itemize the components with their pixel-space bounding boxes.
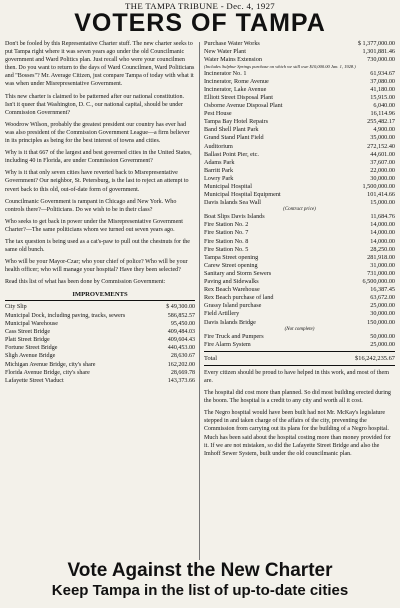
keep-banner: Keep Tampa in the list of up-to-date cities [51, 582, 349, 599]
paragraph: Who seeks to get back in power under the Misrepresentative Government Charter?—The same politicians whom we turned out seven years ago. [5, 218, 183, 233]
cost-amount: 37,607.00 [370, 158, 395, 166]
improvement-amount: 409,484.03 [167, 328, 195, 335]
cost-label: Rex Beach purchase of land [204, 294, 274, 302]
paragraph: This new charter is claimed to be patterned after our national constitution. Isn't it queer that Washington, D. C., our national capital, should be under Commission Government? [5, 93, 184, 116]
cost-amount: 37,080.00 [370, 77, 395, 85]
cost-row [204, 110, 395, 118]
cost-row [204, 213, 395, 221]
cost-row [204, 319, 395, 327]
improvement-label: Municipal Dock, including paving, tracks, sewers [5, 312, 126, 319]
cost-label: Lowry Park [204, 174, 234, 182]
paragraph: Who will be your Mayor-Czar; who your chief of police? Who will be your health officer; who will manage your hospital? Have they been selected? [5, 259, 188, 274]
improvement-row [5, 361, 195, 369]
cost-row [204, 238, 395, 246]
cost-amount: 61,934.67 [370, 69, 395, 77]
cost-label: Davis Islands Sea Wall [204, 199, 261, 207]
improvement-label: Michigan Avenue Bridge, city's share [5, 361, 96, 368]
cost-row [204, 70, 395, 78]
left-paragraphs [5, 40, 195, 286]
improvement-row [5, 312, 195, 320]
paragraph: Why is it that only seven cities have reverted back to Misrepresentative Government? Our neighbor, St. Petersburg, is the last to reject an attempt to revert back to this old, out-of-date form of government. [5, 170, 189, 193]
cost-label: Municipal Hospital [204, 183, 252, 190]
improvement-row [5, 303, 195, 311]
cost-label: Municipal Hospital Equipment [204, 191, 281, 199]
improvement-label: Florida Avenue Bridge, city's share [5, 369, 90, 376]
cost-label: Fire Station No. 7 [204, 229, 249, 237]
cost-label: New Water Plant [204, 48, 247, 56]
paragraph: Why is it that 667 of the largest and best governed cities in the United States, including 40 in Florida, are under Commission Government? [5, 150, 192, 165]
improvement-label: Lafayette Street Viaduct [5, 377, 64, 384]
paragraph: The Negro hospital would have been built had not Mr. McKay's legislature stepped in and taken charge of the affairs of the city, preventing the Commission from carrying out its plans for the building of a Negro hospital. Much has been said about the hospital costing more than money provided for it. If we are not mistaken, so did the Lafayette Street Bridge and also the Imhoff Sewer System, built under the old councilmanic plan. [204, 410, 391, 457]
cost-row [204, 159, 395, 167]
cost-label: Grand Stand Plant Field [204, 134, 264, 142]
cost-amount: 25,000.00 [370, 302, 395, 310]
cost-amount: 272,152.40 [367, 142, 395, 150]
cost-amount: 15,915.00 [370, 93, 395, 101]
paragraph: Woodrow Wilson, probably the greatest president our country has ever had was also president of the Commission Government League—a firm believer in its principles as being for the best interest of towns and cities. [5, 121, 190, 145]
total-label: Total [204, 354, 218, 362]
cost-label: Grassy Island purchase [204, 302, 262, 310]
improvement-row [5, 369, 195, 377]
cost-label: Rex Beach Warehouse [204, 286, 260, 294]
cost-row [204, 134, 395, 142]
cost-label: Tampa Street opening [204, 253, 259, 261]
improvement-amount: 28,669.78 [170, 369, 195, 376]
cost-label: Elliott Street Disposal Plant [204, 93, 273, 101]
cost-label: Fire Truck and Pumpers [204, 332, 264, 340]
improvement-label: Fortune Street Bridge [5, 345, 58, 352]
cost-label: Sanitary and Storm Sewers [204, 269, 272, 277]
improvement-row [5, 377, 195, 385]
total-rule-bottom [204, 365, 395, 366]
improvement-row [5, 344, 195, 352]
cost-label: Boat Slips Davis Islands [204, 213, 265, 221]
cost-row [204, 151, 395, 159]
cost-label: Carew Street opening [204, 261, 258, 269]
cost-label: Paving and Sidewalks [204, 278, 259, 286]
cost-row [204, 78, 395, 86]
cost-row [204, 341, 395, 349]
cost-amount: 255,482.17 [367, 118, 395, 126]
paragraph: The hospital did cost more than planned. So did most building erected during the boom. The hospital is a credit to any city and worth all it cost. [204, 390, 391, 405]
improvement-row [5, 328, 195, 336]
cost-amount: 14,000.00 [370, 229, 395, 237]
improvement-amount: $ 49,300.00 [166, 304, 195, 311]
column-divider [199, 42, 200, 560]
paragraph: Every citizen should be proud to have helped in this work, and most of them are. [204, 369, 389, 384]
cost-row [204, 302, 395, 310]
total-row [204, 355, 395, 363]
cost-row [204, 48, 395, 56]
cost-amount: 30,000.00 [370, 310, 395, 318]
cost-amount: 41,180.00 [370, 85, 395, 93]
cost-row [204, 94, 395, 102]
cost-row [204, 102, 395, 110]
cost-label: (Includes Sulphur Springs purchase on which we still owe $10,000.00 Jan. 1, 1928.) [204, 64, 356, 70]
headline: VOTERS OF TAMPA [74, 9, 326, 37]
cost-amount: 35,000.00 [370, 134, 395, 142]
cost-amount: 1,500,000.00 [362, 183, 395, 190]
vote-banner: Vote Against the New Charter [67, 560, 333, 581]
paragraph: The tax question is being used as a cat's-paw to pull out the chestnuts for the same old bunch. [5, 238, 190, 254]
cost-label: Incinerator, Rome Avenue [204, 77, 269, 85]
cost-label: Incinerator, Lake Avenue [204, 85, 267, 93]
cost-row [204, 229, 395, 237]
cost-label: Water Mains Extension [204, 56, 262, 64]
cost-row [204, 254, 395, 262]
cost-row [204, 278, 395, 286]
total-amount: $16,242,235.67 [355, 354, 395, 362]
cost-label: Osborne Avenue Disposal Plant [204, 102, 283, 110]
cost-label: Barritt Park [204, 166, 234, 174]
improvements-title: IMPROVEMENTS [72, 291, 128, 299]
cost-label: Fire Station No. 5 [204, 245, 249, 253]
cost-amount: 63,672.00 [370, 294, 395, 302]
cost-row [204, 199, 395, 207]
improvements-list [5, 303, 195, 385]
cost-row [204, 56, 395, 64]
cost-row [204, 294, 395, 302]
cost-amount: 15,000.00 [370, 199, 395, 207]
improvement-amount: 586,852.57 [167, 312, 195, 319]
cost-amount: $ 1,377,000.00 [357, 40, 395, 47]
cost-label: Fire Station No. 2 [204, 221, 249, 229]
cost-amount: 101,414.66 [367, 191, 395, 199]
cost-row [204, 167, 395, 175]
cost-amount: 50,000.00 [370, 332, 395, 340]
improvement-row [5, 336, 195, 344]
cost-row [204, 40, 395, 48]
cost-row [204, 262, 395, 270]
paragraph: Read this list of what has been done by Commission Government: [5, 279, 166, 286]
cost-row [204, 86, 395, 94]
cost-label: Auditorium [204, 142, 233, 150]
cost-row [204, 286, 395, 294]
improvement-amount: 28,630.67 [170, 353, 195, 360]
cost-amount: 14,000.00 [370, 221, 395, 229]
cost-row [204, 191, 395, 199]
cost-label: Pest House [204, 110, 232, 118]
cost-row [204, 175, 395, 183]
cost-row [204, 126, 395, 134]
improvement-label: Cass Street Bridge [5, 328, 51, 335]
cost-amount: 28,250.00 [370, 245, 395, 253]
cost-amount: 16,114.96 [370, 110, 395, 118]
improvement-amount: 143,373.66 [167, 377, 195, 384]
cost-row [204, 143, 395, 151]
cost-label: Purchase Water Works [204, 40, 260, 47]
cost-label: Field Artillery [204, 310, 240, 318]
cost-row [204, 118, 395, 126]
improvement-label: City Slip [5, 304, 27, 311]
improvement-amount: 409,604.43 [167, 337, 195, 344]
cost-amount: 281,918.00 [367, 253, 395, 261]
improvement-label: Municipal Warehouse [5, 320, 58, 327]
paragraph: Councilmanic Government is rampant in Chicago and New York. Who controls there?—Politicians. Do we wish to be in their class? [5, 198, 177, 213]
cost-amount: 4,900.00 [373, 126, 395, 134]
paragraph: Don't be fooled by this Representative Charter stuff. The new charter seeks to put Tampa right where it was seven years ago under the old Councilmanic government and Ward Politics plan. Just recall who were your councilmen then. Do you want to return to the days of Ward Councilmen, Ward Politicians and "Bosses"? Mr. Average Citizen, just compare Tampa of today with what it was when under Misrepresentative Government. [5, 41, 195, 88]
cost-amount: 30,000.00 [370, 174, 395, 182]
masthead: THE TAMPA TRIBUNE - Dec. 4, 1927 [125, 1, 275, 11]
improvement-row [5, 352, 195, 360]
cost-amount: 16,387.45 [370, 286, 395, 294]
cost-row [204, 246, 395, 254]
cost-row [204, 310, 395, 318]
cost-amount: 25,000.00 [370, 340, 395, 348]
left-column [5, 40, 195, 385]
cost-note: (Not complete) [284, 326, 315, 332]
cost-label: Incinerator No. 1 [204, 69, 247, 77]
cost-label: Adams Park [204, 158, 235, 166]
right-paragraphs [204, 369, 395, 458]
cost-label: Fire Alarm System [204, 340, 251, 348]
cost-label: Band Shell Plant Park [204, 126, 259, 134]
cost-amount: 11,684.76 [370, 213, 395, 221]
cost-amount: 6,500,000.00 [362, 278, 395, 286]
total-rule [204, 351, 395, 352]
improvements-rule [5, 300, 195, 301]
cost-label: Davis Islands Bridge [204, 318, 256, 326]
cost-row [204, 270, 395, 278]
cost-row [204, 183, 395, 191]
improvement-label: Sligh Avenue Bridge [5, 353, 56, 360]
right-column [204, 40, 395, 462]
cost-amount: 6,040.00 [373, 102, 395, 110]
cost-row [204, 221, 395, 229]
cost-amount: 730,000.00 [367, 56, 395, 64]
improvement-amount: 440,453.00 [167, 345, 195, 352]
improvement-amount: 162,202.00 [167, 361, 195, 368]
cost-list [204, 40, 395, 349]
improvement-label: Platt Street Bridge [5, 337, 50, 344]
cost-amount: 14,000.00 [370, 237, 395, 245]
cost-amount: 150,000.00 [367, 318, 395, 326]
cost-label: Fire Station No. 8 [204, 237, 249, 245]
cost-label: Tampa Bay Hotel Repairs [204, 118, 269, 126]
cost-label: Ballast Point Pier, etc. [204, 150, 259, 158]
improvement-amount: 95,450.00 [170, 320, 195, 327]
cost-note: (Contract price) [283, 207, 316, 213]
cost-row [204, 333, 395, 341]
cost-amount: 731,000.00 [367, 269, 395, 277]
cost-amount: 44,601.00 [370, 150, 395, 158]
cost-amount: 1,301,881.46 [362, 48, 395, 56]
cost-amount: 22,000.00 [370, 166, 395, 174]
improvement-row [5, 320, 195, 328]
cost-amount: 31,000.00 [370, 261, 395, 269]
